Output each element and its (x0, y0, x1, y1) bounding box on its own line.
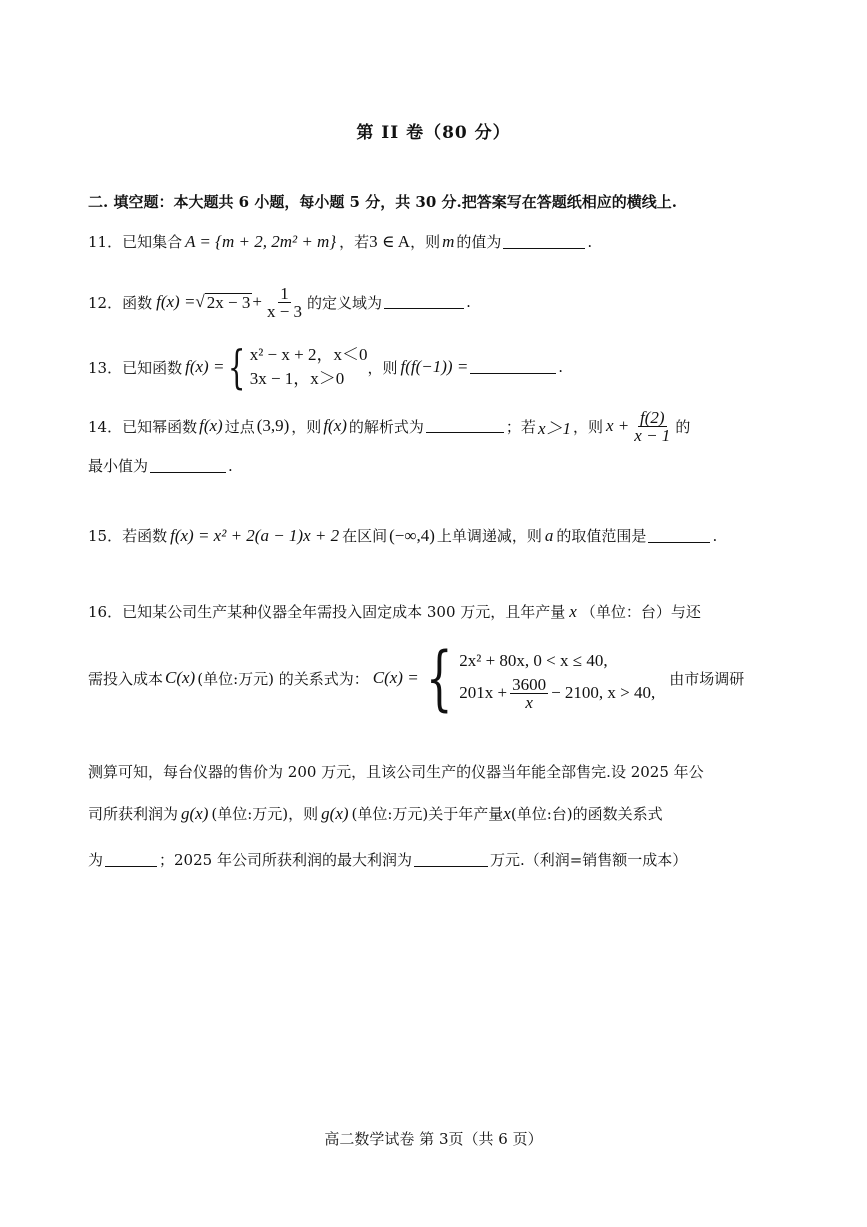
piecewise-cases (250, 343, 368, 391)
math-set: A = {m + 2, 2m² + m} (185, 231, 337, 251)
math-function: C(x) = (372, 668, 419, 687)
math-function: f(x) = x² + 2(a − 1)x + 2 (170, 525, 340, 545)
punctuation: . (466, 293, 471, 311)
question-text: 上单调递减，则 (436, 527, 542, 545)
plus-sign: + (252, 292, 262, 311)
math-condition: 3 ∈ A (369, 231, 411, 251)
math-function: f(x) (323, 416, 347, 435)
question-14 (88, 404, 690, 448)
punctuation: . (712, 526, 718, 545)
page-footer: 高二数学试卷 第 3页（共 6 页） (324, 1130, 543, 1148)
page-title: 第 II 卷（80 分） (356, 123, 511, 143)
question-15 (88, 525, 717, 546)
question-text: ，则 (572, 417, 603, 436)
fraction (265, 285, 304, 320)
question-number: 16． (88, 603, 123, 621)
question-text: ；2025 年公司所获利润的最大利润为 (159, 851, 412, 869)
math-expression: x + (606, 416, 630, 435)
math-variable: x (569, 601, 577, 621)
punctuation: . (587, 232, 593, 251)
case-line-2 (459, 676, 655, 711)
math-variable: a (544, 525, 554, 545)
question-text: 过点 (224, 417, 255, 436)
math-point: (3,9) (256, 416, 290, 435)
math-function: g(x) (321, 803, 349, 823)
case-term: 201x + (459, 683, 508, 702)
answer-blank[interactable] (470, 372, 556, 374)
question-11 (88, 231, 592, 252)
fraction-denominator: x − 3 (266, 301, 303, 321)
answer-blank[interactable] (648, 541, 710, 543)
case-term: − 2100, x > 40, (551, 683, 656, 702)
question-text: （单位：台）与还 (580, 603, 701, 621)
math-function: f(x) = (185, 357, 225, 376)
math-variable: m (442, 231, 455, 251)
question-text: (单位:万元)，则 (211, 805, 319, 823)
question-text: ，则 (410, 233, 441, 251)
question-text: 已知集合 (122, 233, 183, 251)
sqrt-sign: √ (195, 292, 205, 311)
question-16-line-4 (88, 803, 663, 824)
punctuation: . (558, 358, 564, 376)
sqrt-expression (195, 292, 252, 312)
question-text: 为 (88, 851, 104, 869)
fraction-numerator: 1 (280, 283, 289, 303)
answer-blank[interactable] (150, 471, 226, 473)
question-text: 需投入成本 (88, 669, 164, 688)
question-14-line-2 (88, 455, 233, 476)
question-text: ；若 (505, 417, 536, 436)
question-16 (88, 601, 701, 622)
question-number: 13． (88, 358, 123, 377)
question-text: 由市场调研 (669, 669, 745, 688)
question-text: 的取值范围是 (556, 527, 647, 545)
question-text: (单位:万元)关于年产量 (351, 805, 504, 823)
question-text: (单位:万元) 的关系式为： (197, 669, 369, 688)
case-line-1: 2x² + 80x, 0 < x ≤ 40, (459, 650, 608, 670)
math-function: g(x) (181, 803, 209, 823)
fraction-numerator: f(2) (640, 407, 665, 427)
math-function: f(x) = (156, 292, 196, 311)
fraction (510, 676, 548, 711)
question-number: 12． (88, 293, 123, 312)
math-interval: (−∞,4) (389, 525, 435, 545)
piecewise-cases (459, 646, 655, 711)
answer-blank[interactable] (414, 865, 488, 867)
question-16-line-3: 测算可知，每台仪器的售价为 200 万元，且该公司生产的仪器当年能全部售完.设 2025 年公 (88, 763, 704, 781)
answer-blank[interactable] (384, 307, 464, 309)
question-16-line-2 (88, 637, 745, 719)
math-function: C(x) (165, 668, 196, 687)
question-text: ，则 (367, 358, 398, 377)
fraction (632, 409, 672, 444)
question-number: 14． (88, 417, 123, 436)
math-condition: x＞1 (537, 418, 571, 438)
question-text: (单位:台)的函数关系式 (510, 805, 663, 823)
question-text: 函数 (122, 293, 153, 312)
section-heading: 二. 填空题：本大题共 6 小题，每小题 5 分，共 30 分.把答案写在答题纸相应的横线上. (88, 193, 677, 211)
question-text: 司所获利润为 (88, 805, 179, 823)
question-text: 若函数 (122, 527, 168, 545)
answer-blank[interactable] (426, 431, 504, 433)
question-16-line-5 (88, 849, 687, 870)
question-text: 的解析式为 (348, 417, 424, 436)
answer-blank[interactable] (503, 247, 585, 249)
math-expression: f(f(−1)) = (400, 357, 469, 376)
fraction-numerator: 3600 (512, 674, 547, 694)
question-text: ，若 (339, 233, 370, 251)
question-text: 在区间 (342, 527, 388, 545)
question-text: 已知某公司生产某种仪器全年需投入固定成本 300 万元，且年产量 (122, 603, 566, 621)
question-text: 已知函数 (122, 358, 183, 377)
left-brace: { (425, 637, 453, 719)
question-text: 的值为 (456, 233, 502, 251)
question-number: 11． (88, 233, 123, 251)
fraction-denominator: x (525, 692, 533, 712)
question-text: 最小值为 (88, 457, 149, 475)
question-text: 万元.（利润=销售额一成本） (489, 851, 688, 869)
fraction-denominator: x − 1 (634, 425, 671, 445)
question-text: 的定义域为 (307, 293, 383, 312)
punctuation: . (228, 456, 233, 475)
answer-blank[interactable] (105, 865, 157, 867)
question-text: 的 (675, 417, 691, 436)
question-text: 已知幂函数 (122, 417, 198, 436)
left-brace: { (228, 340, 246, 394)
question-text: ，则 (291, 417, 322, 436)
math-variable: x (503, 803, 511, 823)
math-function: f(x) (199, 416, 223, 435)
case-line-1: x² − x + 2，x＜0 (249, 345, 368, 364)
radicand: 2x − 3 (206, 293, 251, 312)
question-number: 15． (88, 527, 123, 545)
question-13 (88, 340, 563, 394)
case-line-2: 3x − 1，x＞0 (249, 369, 345, 388)
question-12 (88, 280, 471, 324)
